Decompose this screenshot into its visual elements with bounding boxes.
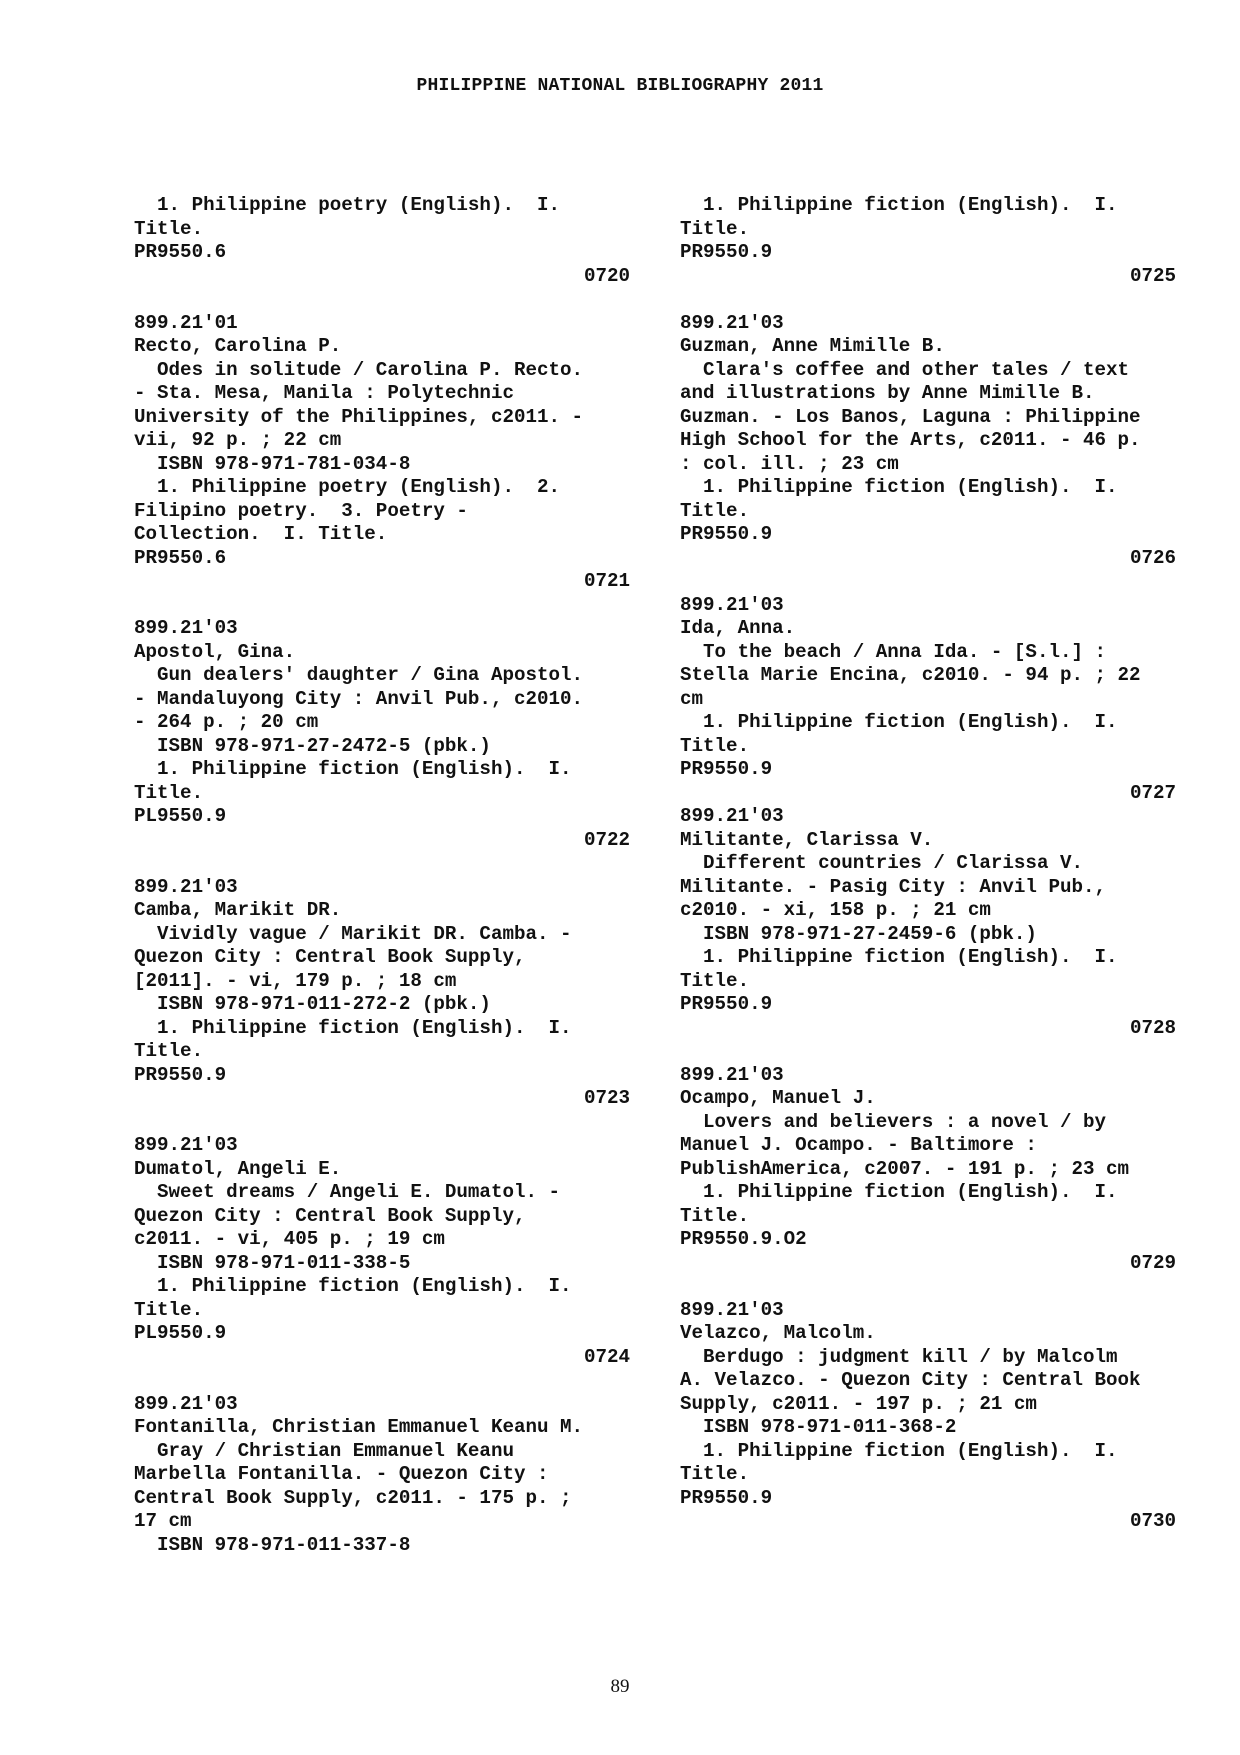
entry-line: Filipino poetry. 3. Poetry - bbox=[134, 499, 468, 522]
page-header: PHILIPPINE NATIONAL BIBLIOGRAPHY 2011 bbox=[416, 76, 824, 96]
entry-line: 1. Philippine fiction (English). I. bbox=[680, 946, 1118, 968]
entry-line: ISBN 978-971-011-337-8 bbox=[134, 1533, 411, 1556]
right-column bbox=[680, 194, 1176, 1534]
entry-line: 899.21'03 bbox=[134, 875, 238, 898]
entry-line: 1. Philippine fiction (English). I. bbox=[134, 1275, 572, 1297]
entry-line: 899.21'03 bbox=[680, 1298, 784, 1321]
entry-line: 899.21'03 bbox=[134, 617, 238, 639]
entry-line: ISBN 978-971-011-368-2 bbox=[680, 1416, 957, 1438]
entry-line: 899.21'03 bbox=[134, 1134, 238, 1156]
entry-number: 0730 bbox=[1129, 1510, 1176, 1532]
entry-line: ISBN 978-971-011-338-5 bbox=[134, 1251, 411, 1274]
entry-line: [2011]. - vi, 179 p. ; 18 cm bbox=[134, 969, 457, 992]
entry-line: and illustrations by Anne Mimille B. bbox=[680, 382, 1095, 404]
entry-number: 0725 bbox=[1129, 264, 1176, 287]
entry-line: Title. bbox=[134, 217, 204, 240]
entry-line: PR9550.9 bbox=[680, 758, 773, 780]
entry-line: A. Velazco. - Quezon City : Central Book bbox=[680, 1369, 1141, 1391]
entry-line: 1. Philippine fiction (English). I. bbox=[680, 476, 1118, 498]
entry-line: Dumatol, Angeli E. bbox=[134, 1157, 342, 1180]
entry-line: 17 cm bbox=[134, 1510, 192, 1532]
entry-line: Stella Marie Encina, c2010. - 94 p. ; 22 bbox=[680, 664, 1141, 686]
entry-line: PL9550.9 bbox=[134, 1322, 227, 1344]
entry-line: PR9550.9 bbox=[680, 1486, 773, 1509]
entry-line: PR9550.6 bbox=[134, 546, 227, 569]
entry-number: 0728 bbox=[1129, 1016, 1176, 1039]
entry-line: c2011. - vi, 405 p. ; 19 cm bbox=[134, 1228, 445, 1250]
entry-line: 1. Philippine fiction (English). I. bbox=[134, 1016, 572, 1039]
entry-line: Quezon City : Central Book Supply, bbox=[134, 946, 526, 968]
entry-line: Collection. I. Title. bbox=[134, 523, 388, 545]
entry-line: Manuel J. Ocampo. - Baltimore : bbox=[680, 1134, 1037, 1156]
entry-line: Lovers and believers : a novel / by bbox=[680, 1110, 1107, 1133]
entry-line: University of the Philippines, c2011. - bbox=[134, 405, 584, 428]
entry-line: Clara's coffee and other tales / text bbox=[680, 358, 1130, 381]
left-column bbox=[134, 194, 630, 1557]
entry-line: PR9550.6 bbox=[134, 241, 227, 263]
entry-line: Vividly vague / Marikit DR. Camba. - bbox=[134, 922, 572, 945]
entry-line: Guzman, Anne Mimille B. bbox=[680, 335, 945, 357]
entry-line: 1. Philippine poetry (English). 2. bbox=[134, 476, 561, 498]
blank-line bbox=[680, 1040, 1176, 1064]
entry-line: Title. bbox=[680, 217, 750, 240]
entry-line: 899.21'03 bbox=[134, 1392, 238, 1415]
entry-line: Velazco, Malcolm. bbox=[680, 1322, 876, 1344]
entry-number: 0729 bbox=[1129, 1251, 1176, 1274]
entry-line: Recto, Carolina P. bbox=[134, 335, 342, 357]
entry-line: 899.21'03 bbox=[680, 805, 784, 827]
entry-line: Title. bbox=[134, 1040, 204, 1062]
entry-line: Berdugo : judgment kill / by Malcolm bbox=[680, 1345, 1118, 1368]
entry-number: 0724 bbox=[583, 1345, 630, 1368]
entry-line: 1. Philippine fiction (English). I. bbox=[680, 194, 1118, 216]
blank-line bbox=[680, 288, 1176, 312]
entry-line: PR9550.9 bbox=[680, 523, 773, 545]
entry-line: Fontanilla, Christian Emmanuel Keanu M. bbox=[134, 1416, 584, 1438]
entry-line: Title. bbox=[680, 1463, 750, 1485]
entry-line: - Sta. Mesa, Manila : Polytechnic bbox=[134, 382, 514, 404]
entry-line: Title. bbox=[680, 734, 750, 757]
entry-line: vii, 92 p. ; 22 cm bbox=[134, 429, 342, 451]
entry-line: 899.21'03 bbox=[680, 1063, 784, 1086]
entry-line: 1. Philippine fiction (English). I. bbox=[680, 1439, 1118, 1462]
blank-line bbox=[134, 288, 630, 312]
blank-line bbox=[134, 1111, 630, 1135]
blank-line bbox=[134, 1369, 630, 1393]
entry-line: Gray / Christian Emmanuel Keanu bbox=[134, 1439, 514, 1462]
entry-line: Title. bbox=[680, 1204, 750, 1227]
page-number: 89 bbox=[610, 1676, 630, 1697]
entry-line: 1. Philippine fiction (English). I. bbox=[680, 711, 1118, 733]
entry-line: Title. bbox=[680, 499, 750, 522]
entry-line: ISBN 978-971-781-034-8 bbox=[134, 452, 411, 475]
entry-line: cm bbox=[680, 687, 704, 710]
entry-line: - 264 p. ; 20 cm bbox=[134, 711, 319, 733]
entry-line: ISBN 978-971-27-2472-5 (pbk.) bbox=[134, 734, 491, 757]
entry-line: Title. bbox=[680, 969, 750, 992]
entry-line: Different countries / Clarissa V. bbox=[680, 852, 1084, 874]
entry-line: 1. Philippine fiction (English). I. bbox=[680, 1181, 1118, 1203]
entry-number: 0726 bbox=[1129, 546, 1176, 569]
entry-line: 899.21'03 bbox=[680, 311, 784, 334]
entry-line: Guzman. - Los Banos, Laguna : Philippine bbox=[680, 405, 1141, 428]
entry-line: ISBN 978-971-27-2459-6 (pbk.) bbox=[680, 922, 1037, 945]
entry-line: ISBN 978-971-011-272-2 (pbk.) bbox=[134, 993, 491, 1015]
entry-line: 899.21'01 bbox=[134, 311, 238, 334]
entry-line: Odes in solitude / Carolina P. Recto. bbox=[134, 358, 584, 381]
entry-line: Central Book Supply, c2011. - 175 p. ; bbox=[134, 1486, 572, 1509]
entry-line: PL9550.9 bbox=[134, 805, 227, 827]
entry-number: 0723 bbox=[583, 1087, 630, 1109]
blank-line bbox=[680, 1275, 1176, 1299]
entry-line: PublishAmerica, c2007. - 191 p. ; 23 cm bbox=[680, 1157, 1130, 1180]
entry-line: Quezon City : Central Book Supply, bbox=[134, 1204, 526, 1227]
entry-line: Title. bbox=[134, 781, 204, 804]
entry-line: High School for the Arts, c2011. - 46 p. bbox=[680, 429, 1141, 451]
entry-line: 899.21'03 bbox=[680, 593, 784, 616]
entry-line: : col. ill. ; 23 cm bbox=[680, 452, 899, 475]
entry-line: Sweet dreams / Angeli E. Dumatol. - bbox=[134, 1181, 561, 1203]
entry-number: 0720 bbox=[583, 264, 630, 287]
entry-line: 1. Philippine fiction (English). I. bbox=[134, 758, 572, 780]
entry-line: Ocampo, Manuel J. bbox=[680, 1087, 876, 1109]
entry-line: Militante. - Pasig City : Anvil Pub., bbox=[680, 875, 1107, 898]
entry-line: Gun dealers' daughter / Gina Apostol. bbox=[134, 664, 584, 686]
blank-line bbox=[680, 570, 1176, 594]
entry-line: Apostol, Gina. bbox=[134, 640, 296, 663]
entry-line: PR9550.9 bbox=[680, 993, 773, 1015]
entry-line: Marbella Fontanilla. - Quezon City : bbox=[134, 1463, 549, 1485]
entry-number: 0722 bbox=[583, 828, 630, 851]
blank-line bbox=[134, 852, 630, 876]
entry-number: 0727 bbox=[1129, 781, 1176, 804]
entry-line: PR9550.9.O2 bbox=[680, 1228, 807, 1250]
entry-number: 0721 bbox=[583, 570, 630, 592]
entry-line: PR9550.9 bbox=[134, 1063, 227, 1086]
entry-line: Title. bbox=[134, 1298, 204, 1321]
entry-line: Militante, Clarissa V. bbox=[680, 828, 934, 851]
entry-line: Camba, Marikit DR. bbox=[134, 899, 342, 921]
entry-line: - Mandaluyong City : Anvil Pub., c2010. bbox=[134, 687, 584, 710]
blank-line bbox=[134, 594, 630, 618]
entry-line: PR9550.9 bbox=[680, 241, 773, 263]
entry-line: c2010. - xi, 158 p. ; 21 cm bbox=[680, 899, 991, 921]
entry-line: Supply, c2011. - 197 p. ; 21 cm bbox=[680, 1392, 1037, 1415]
entry-line: To the beach / Anna Ida. - [S.l.] : bbox=[680, 640, 1107, 663]
entry-line: Ida, Anna. bbox=[680, 617, 796, 639]
entry-line: 1. Philippine poetry (English). I. bbox=[134, 194, 561, 216]
